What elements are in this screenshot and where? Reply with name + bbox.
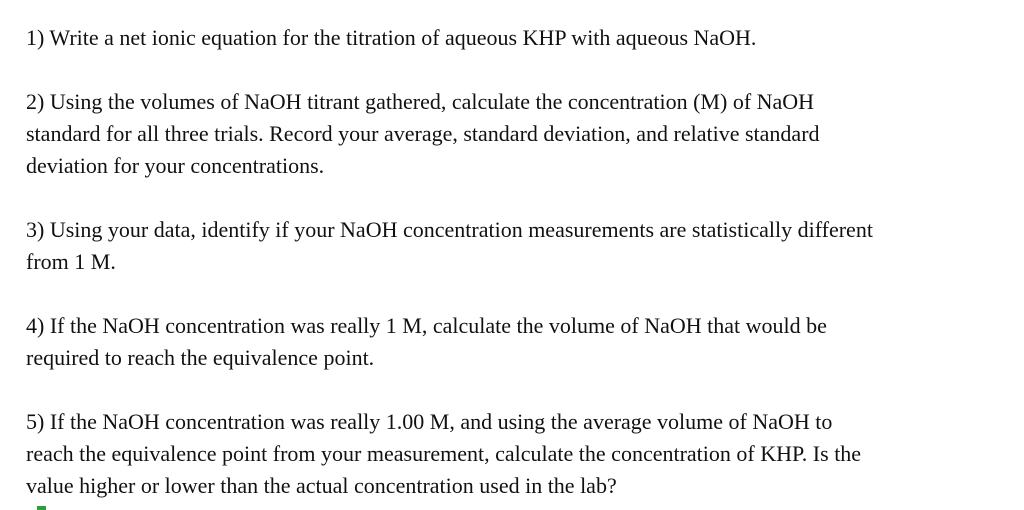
question-1 [26,22,1001,54]
question-5-line-1: 5) If the NaOH concentration was really 1.00 M, and using the average volume of NaOH to [26,409,833,434]
question-3-line-2: from 1 M. [26,249,116,274]
question-document [26,22,1001,502]
question-4 [26,310,1001,374]
question-3 [26,214,1001,278]
question-3-line-1: 3) Using your data, identify if your NaOH concentration measurements are statistically different [26,217,873,242]
question-2-line-1: 2) Using the volumes of NaOH titrant gathered, calculate the concentration (M) of NaOH [26,89,815,114]
question-4-line-2: required to reach the equivalence point. [26,345,375,370]
question-2-line-3: deviation for your concentrations. [26,153,325,178]
question-2 [26,86,1001,182]
question-1-line-1: 1) Write a net ionic equation for the titration of aqueous KHP with aqueous NaOH. [26,25,757,50]
text-cursor-marker [37,506,46,510]
question-4-line-1: 4) If the NaOH concentration was really 1 M, calculate the volume of NaOH that would be [26,313,827,338]
question-5 [26,406,1001,502]
question-5-line-3: value higher or lower than the actual concentration used in the lab? [26,473,617,498]
question-5-line-2: reach the equivalence point from your measurement, calculate the concentration of KHP. Is the [26,441,862,466]
question-2-line-2: standard for all three trials. Record your average, standard deviation, and relative standard [26,121,820,146]
